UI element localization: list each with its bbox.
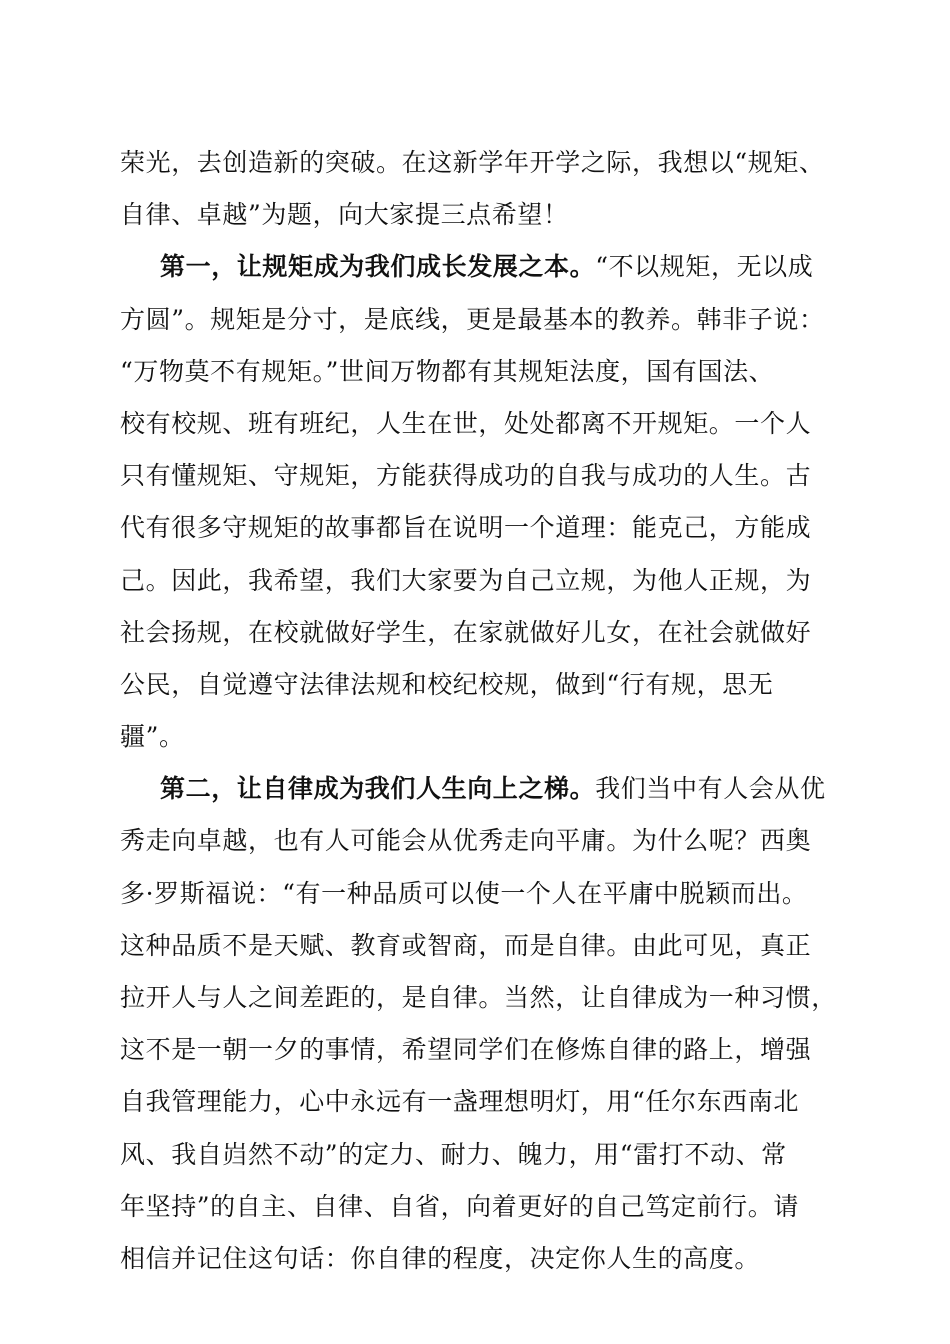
text-line: 拉开人与人之间差距的，是自律。当然，让自律成为一种习惯， — [120, 983, 837, 1012]
text-line: 校有校规、班有班纪，人生在世，处处都离不开规矩。一个人 — [120, 408, 812, 438]
text-line: 这种品质不是天赋、教育或智商，而是自律。由此可见，真正 — [120, 930, 812, 960]
text-line: 多·罗斯福说：“有一种品质可以使一个人在平庸中脱颖而出。 — [120, 878, 808, 908]
text-line: 这不是一朝一夕的事情，希望同学们在修炼自律的路上，增强 — [120, 1035, 812, 1065]
text-line: 只有懂规矩、守规矩，方能获得成功的自我与成功的人生。古 — [120, 461, 812, 491]
text-line-rest: “不以规矩，无以成 — [595, 252, 814, 282]
paragraph-start-line — [120, 763, 840, 815]
text-line: 相信并记住这句话：你自律的程度，决定你人生的高度。 — [120, 1243, 761, 1273]
text-line: 社会扬规，在校就做好学生，在家就做好儿女，在社会就做好 — [120, 617, 812, 647]
text-line: 年坚持”的自主、自律、自省，向着更好的自己笃定前行。请 — [120, 1191, 799, 1221]
point-heading: 第一，让规矩成为我们成长发展之本。 — [160, 252, 596, 282]
text-line: 自我管理能力，心中永远有一盏理想明灯，用“任尔东西南北 — [120, 1087, 799, 1117]
paragraph-start-line — [120, 241, 840, 293]
text-line: 公民，自觉遵守法律法规和校纪校规，做到“行有规，思无 — [120, 669, 774, 699]
text-line: 风、我自岿然不动”的定力、耐力、魄力，用“雷打不动、常 — [120, 1139, 787, 1169]
text-line: 疆”。 — [120, 722, 185, 752]
text-line: 自律、卓越”为题，向大家提三点希望！ — [120, 200, 569, 230]
body-text — [120, 137, 840, 1285]
text-line: 荣光，去创造新的突破。在这新学年开学之际，我想以“规矩、 — [120, 148, 825, 177]
text-line: 己。因此，我希望，我们大家要为自己立规，为他人正规，为 — [120, 565, 812, 595]
text-line: 代有很多守规矩的故事都旨在说明一个道理：能克己，方能成 — [120, 513, 812, 543]
text-line-rest: 我们当中有人会从优 — [595, 774, 826, 804]
text-line: 秀走向卓越，也有人可能会从优秀走向平庸。为什么呢？西奥 — [120, 826, 812, 856]
text-line: 方圆”。规矩是分寸，是底线，更是最基本的教养。韩非子说： — [120, 304, 825, 334]
point-heading: 第二，让自律成为我们人生向上之梯。 — [160, 774, 596, 804]
text-line: “万物莫不有规矩。”世间万物都有其规矩法度，国有国法、 — [120, 356, 775, 386]
